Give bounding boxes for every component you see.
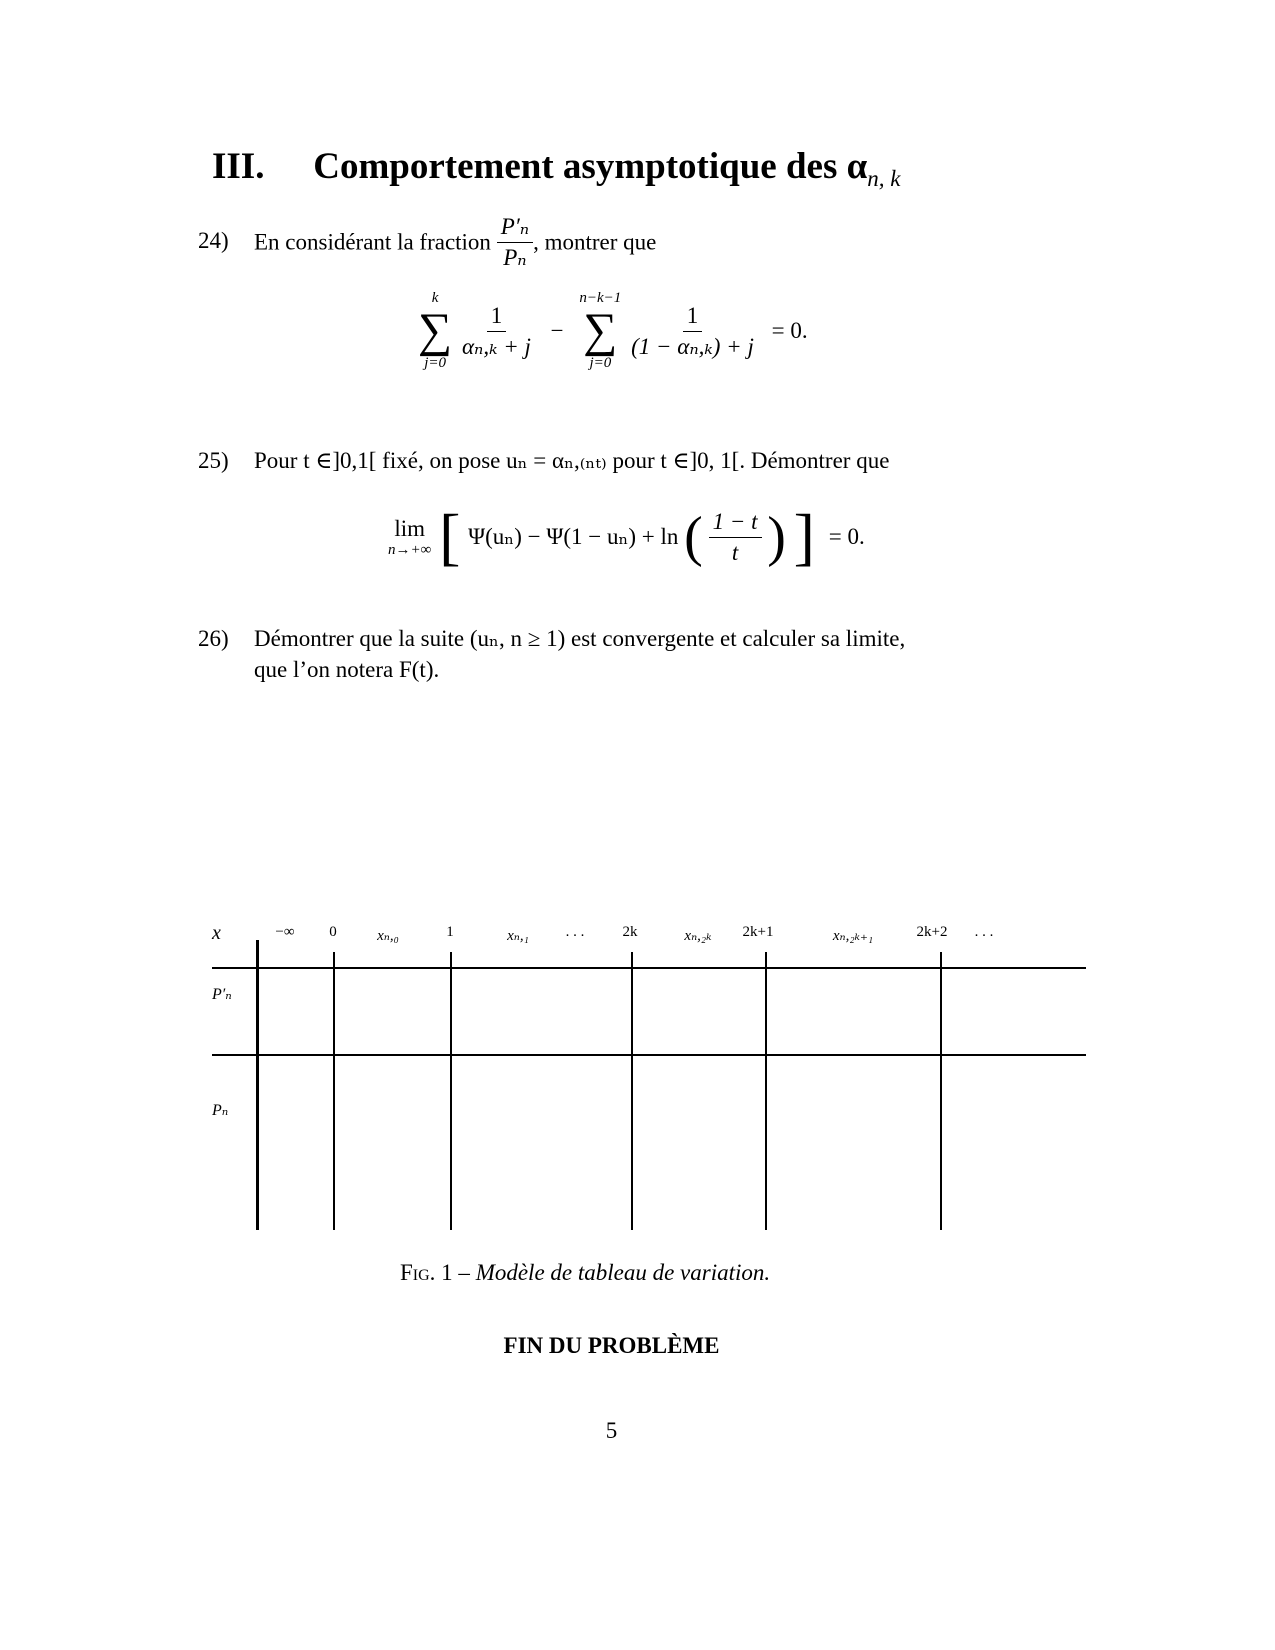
q24-sum2-upper: n−k−1	[579, 290, 622, 306]
table-header-cell: . . .	[974, 924, 994, 940]
table-row-label-p: Pₙ	[212, 1102, 229, 1119]
table-header-cell: xₙ,₂ₖ	[684, 928, 712, 944]
table-row-label-pprime: P′ₙ	[212, 986, 232, 1003]
table-header-cell: 2k+2	[916, 924, 948, 940]
q24-equation	[418, 290, 808, 372]
q24-sum1-upper: k	[431, 290, 439, 306]
q25-ln-numerator: 1 − t	[709, 509, 762, 538]
q24-sum2	[579, 290, 621, 372]
q25-text: Pour t ∈]0,1[ fixé, on pose uₙ = αₙ,₍ₙₜ₎ pour t ∈]0, 1[. Démontrer que	[254, 448, 890, 473]
table-header-cell: xₙ,₀	[377, 928, 399, 944]
q26-line-1: Démontrer que la suite (uₙ, n ≥ 1) est convergente et calculer sa limite,	[254, 626, 906, 651]
table-header-cell: . . .	[565, 924, 585, 940]
table-header-cell: 1	[446, 924, 454, 940]
table-divider	[256, 940, 259, 1230]
q24-statement	[254, 214, 656, 271]
section-heading	[212, 145, 901, 191]
q24-sum1	[418, 290, 452, 372]
table-header-cell: xₙ,₁	[507, 928, 529, 944]
q24-equals: = 0.	[771, 318, 808, 343]
q25-expression: Ψ(uₙ) − Ψ(1 − uₙ) + ln	[468, 524, 679, 549]
right-paren-icon: )	[767, 506, 786, 568]
table-divider	[631, 952, 633, 1230]
q24-text-after: , montrer que	[533, 229, 657, 255]
q24-sum2-fraction	[627, 303, 758, 360]
table-header-cell: xₙ,₂ₖ₊₁	[832, 928, 874, 944]
q25-equals: = 0.	[828, 524, 865, 549]
q25-ln-fraction	[709, 509, 762, 566]
q25-number: 25)	[198, 448, 229, 473]
q25-equation	[388, 500, 865, 574]
figure-caption	[400, 1260, 770, 1286]
q25-lim-label: lim	[394, 515, 425, 541]
table-divider	[765, 952, 767, 1230]
q24-text-before: En considérant la fraction	[254, 229, 491, 255]
table-header-cell: 2k+1	[742, 924, 774, 940]
q24-fraction	[497, 214, 533, 271]
table-divider	[450, 952, 452, 1230]
table-rule	[212, 967, 1086, 969]
table-header-cell: 0	[329, 924, 337, 940]
q26-number: 26)	[198, 626, 229, 651]
q24-sum1-fraction	[458, 303, 535, 360]
figure-caption-text: Modèle de tableau de variation.	[475, 1260, 771, 1285]
sum-sign-icon: ∑	[418, 304, 453, 357]
left-paren-icon: (	[684, 506, 703, 568]
q24-sum1-denominator: αₙ,ₖ + j	[461, 333, 531, 359]
end-of-problem: FIN DU PROBLÈME	[503, 1333, 720, 1358]
q26-line-2: que l’on notera F(t).	[254, 657, 440, 682]
section-title-subscript: n, k	[867, 166, 901, 191]
table-header-cell: −∞	[275, 924, 295, 940]
q24-sum2-numerator: 1	[683, 303, 703, 332]
table-divider	[333, 952, 335, 1230]
q25-limit	[388, 516, 431, 559]
q24-sum1-numerator: 1	[487, 303, 507, 332]
q25-lim-subscript: n→+∞	[388, 541, 432, 558]
right-bracket-icon: ]	[793, 501, 815, 572]
section-title: Comportement asymptotique des α	[313, 146, 868, 187]
q24-sum1-lower: j=0	[424, 355, 446, 371]
section-number: III.	[212, 146, 265, 187]
q24-sum2-denominator: (1 − αₙ,ₖ) + j	[631, 333, 754, 359]
figure-caption-prefix: Fig. 1 –	[400, 1260, 470, 1285]
page-number: 5	[605, 1418, 618, 1443]
q24-number: 24)	[198, 228, 229, 253]
q24-fraction-numerator: P′ₙ	[497, 214, 533, 243]
table-row-label-x: x	[212, 922, 221, 944]
sum-sign-icon: ∑	[583, 304, 618, 357]
table-rule	[212, 1054, 1086, 1056]
q25-ln-denominator: t	[731, 539, 739, 565]
left-bracket-icon: [	[439, 501, 461, 572]
q24-sum2-lower: j=0	[589, 355, 612, 371]
table-header-cell: 2k	[622, 924, 638, 940]
table-divider	[940, 952, 942, 1230]
q24-minus: −	[550, 318, 564, 343]
q24-fraction-denominator: Pₙ	[503, 245, 527, 270]
